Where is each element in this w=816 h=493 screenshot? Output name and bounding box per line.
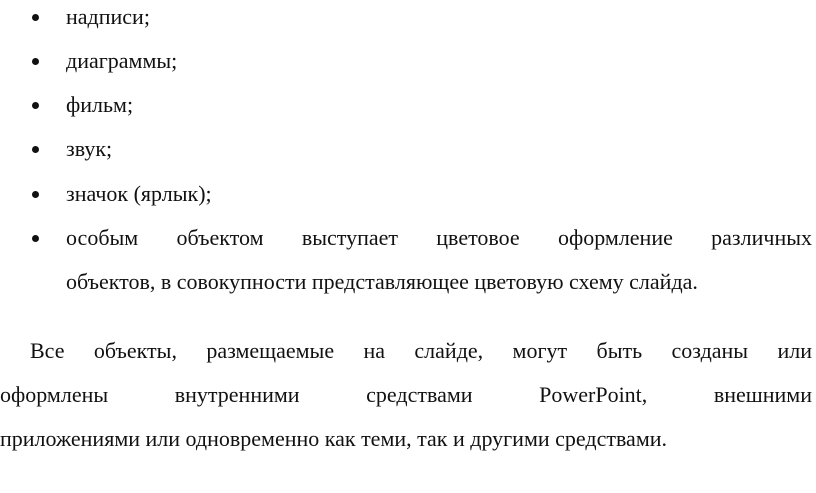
list-item-text: фильм; bbox=[66, 92, 134, 117]
bullet-dot-icon bbox=[32, 58, 39, 65]
list-item-text: диаграммы; bbox=[66, 48, 178, 73]
paragraph-line-1: Все объекты, размещаемые на слайде, могут быть созданы или bbox=[30, 338, 812, 363]
bullet-dot-icon bbox=[32, 146, 39, 153]
paragraph-line-3: приложениями или одновременно как теми, так и другими средствами. bbox=[0, 426, 668, 451]
list-item-text-line-1: особым объектом выступает цветовое оформление различных bbox=[66, 225, 812, 250]
bullet-dot-icon bbox=[32, 191, 39, 198]
bullet-dot-icon bbox=[32, 14, 39, 21]
paragraph-line-2: оформлены внутренними средствами PowerPoint, внешними bbox=[0, 382, 812, 407]
list-item-text: звук; bbox=[66, 136, 113, 161]
list-item-text: значок (ярлык); bbox=[66, 181, 212, 206]
list-item bbox=[0, 215, 816, 307]
bullet-dot-icon bbox=[32, 235, 39, 242]
bullet-dot-icon bbox=[32, 102, 39, 109]
list-item-text-line-2: объектов, в совокупности представляющее цветовую схему слайда. bbox=[66, 269, 698, 294]
list-item-text: надписи; bbox=[66, 4, 150, 29]
